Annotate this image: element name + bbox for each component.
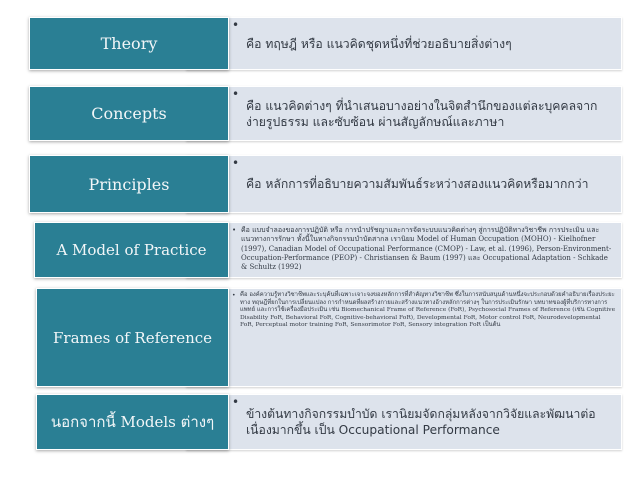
bullet-model-of-practice: • — [232, 226, 237, 234]
label-frames-of-reference: Frames of Reference — [36, 288, 229, 387]
description-other-models — [232, 394, 616, 450]
description-model-of-practice — [232, 222, 616, 278]
description-concepts — [232, 86, 616, 141]
label-other-models: นอกจากนี้ Models ต่างๆ — [36, 394, 229, 450]
label-model-of-practice: A Model of Practice — [34, 222, 229, 278]
description-principles-text: คือ หลักการที่อธิบายความสัมพันธ์ระหว่างสองแนวคิดหรือมากกว่า — [246, 177, 589, 191]
description-concepts-text: คือ แนวคิดต่างๆ ที่นำเสนอบางอย่างในจิตสำนึกของแต่ละบุคคลจากง่ายรูปธรรม และซับซ้อน ผ่านสัญลักษณ์และภาษา — [246, 98, 598, 129]
bullet-concepts: • — [232, 87, 240, 101]
label-concepts: Concepts — [29, 86, 229, 141]
row-frames-of-reference — [0, 288, 638, 387]
description-theory — [232, 17, 616, 70]
description-frames-of-reference — [232, 288, 616, 387]
row-theory — [0, 17, 638, 70]
bullet-frames-of-reference: • — [232, 292, 236, 299]
description-model-of-practice-text: คือ แบบจำลองของการปฏิบัติ หรือ การนำปรัชญาและการจัดระบบแนวคิดต่างๆ สู่การปฏิบัติทางวิชาชีพ การประเมิน และแนวทางการรักษา ทั้งนี้ในทางกิจกรรมบำบัดสากล เรานิยม Model of Human Occupation (MOHO) - Kielhofner (1997), Canadian Model of Occupational Performance (CMOP) - Law, et al. (1996), Person-Environment-Occupation-Performance (PEOP) - Christiansen & Baum (1997) และ Occupational Adaptation - Schkade & Schultz (1992) — [241, 226, 612, 272]
bullet-theory: • — [232, 18, 240, 32]
description-frames-of-reference-text: คือ องค์ความรู้ทางวิชาชีพและระบุค้นที่เฉพาะเจาะจงของหลักการที่สำคัญทางวิชาชีพ ซึ่งในการสนับสนุนด้านหนึ่งจะประกอบด้วยคำอธิบายเรื่องประยะทาง ทฤษฎีที่ยกในการเปลี่ยนแปลง การกำหนดที่ผลสร้างกายและสร้างแนวทางอ้างหลักการต่างๆ ในการประเมินรักษา บทบาทของผู้ที่บริการทางการแพทย์ และการใช้เครื่องมือประเมิน เช่น Biomechanical Frame of Reference (FoR), Psychosocial Frames of Reference (เช่น Cognitive Disability FoR, Behavioral FoR, Cognitive-behavioral FoR), Developmental FoR, Motor control FoR, Neurodevelopmental FoR, Perceptual motor training FoR, Sensorimotor FoR, Sensory integration FoR เป็นต้น — [240, 292, 616, 329]
row-concepts — [0, 86, 638, 141]
bullet-principles: • — [232, 156, 240, 170]
description-other-models-text: ข้างต้นทางกิจกรรมบำบัด เรานิยมจัดกลุ่มหลังจากวิจัยและพัฒนาต่อเนื่องมากขึ้น เป็น Occupational Performance — [246, 407, 596, 437]
bullet-other-models: • — [232, 395, 240, 409]
label-principles: Principles — [29, 155, 229, 213]
description-theory-text: คือ ทฤษฎี หรือ แนวคิดชุดหนึ่งที่ช่วยอธิบายสิ่งต่างๆ — [246, 36, 512, 51]
row-principles — [0, 155, 638, 213]
description-principles — [232, 155, 616, 213]
label-theory: Theory — [29, 17, 229, 70]
row-other-models — [0, 394, 638, 450]
row-model-of-practice — [0, 222, 638, 278]
